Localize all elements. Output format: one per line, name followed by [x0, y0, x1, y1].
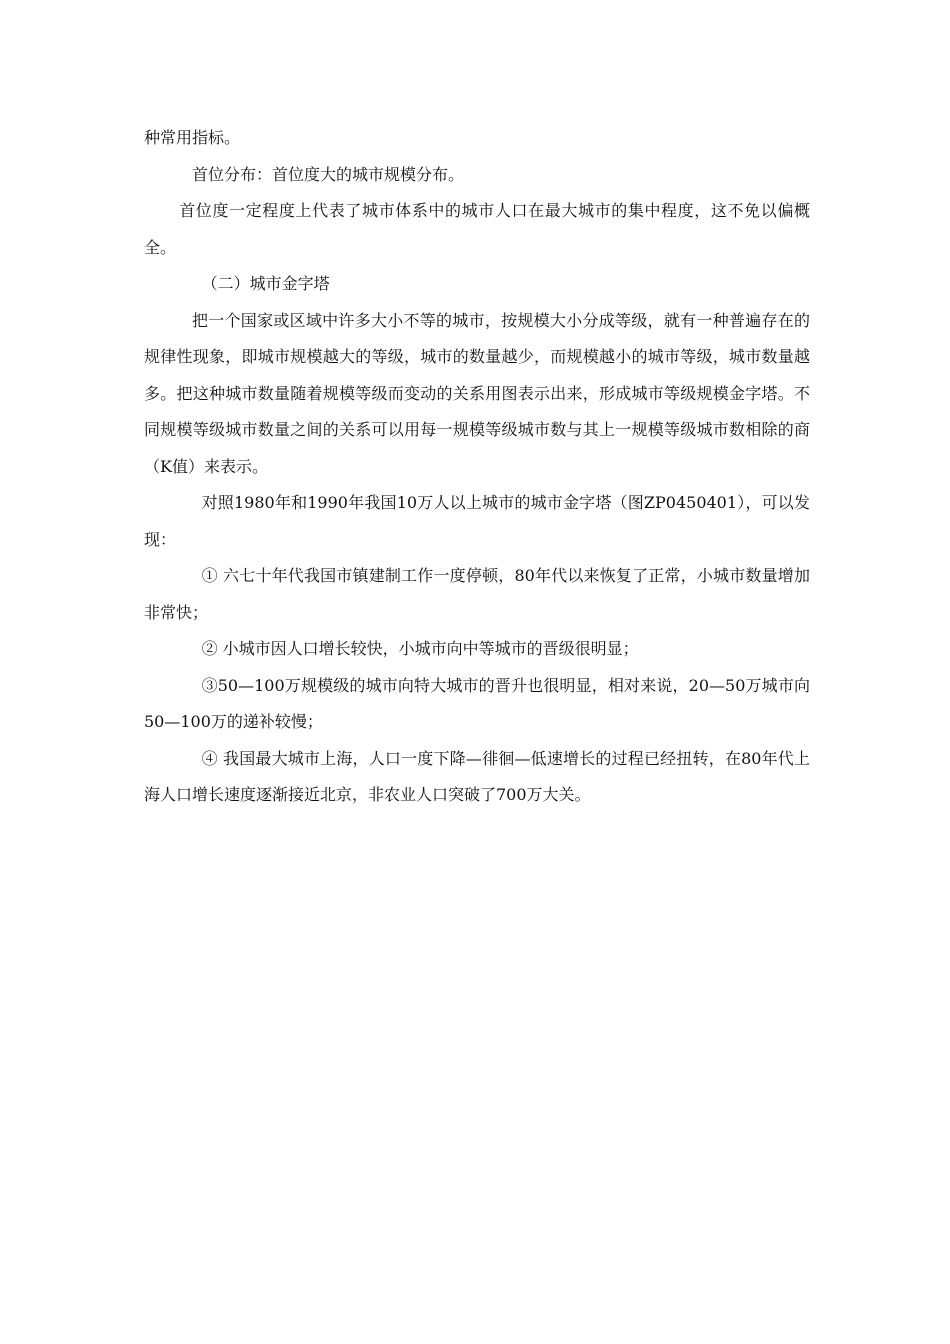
paragraph-primacy-concentration: 首位度一定程度上代表了城市体系中的城市人口在最大城市的集中程度，这不免以偏概全。: [144, 201, 810, 257]
paragraph-primate-distribution: 首位分布：首位度大的城市规模分布。: [192, 164, 465, 184]
list-item-1: ① 六七十年代我国市镇建制工作一度停顿，80年代以来恢复了正常，小城市数量增加非常快；: [144, 566, 810, 622]
paragraph-continued: 种常用指标。: [144, 128, 241, 147]
section-heading-city-pyramid: （二）城市金字塔: [201, 274, 330, 293]
list-item-2: ② 小城市因人口增长较快，小城市向中等城市的晋级很明显；: [201, 639, 639, 658]
paragraph-comparison-intro: 对照1980年和1990年我国10万人以上城市的城市金字塔（图ZP0450401），可以发现：: [144, 493, 810, 549]
list-item-4: ④ 我国最大城市上海，人口一度下降—徘徊—低速增长的过程已经扭转，在80年代上海人口增长速度逐渐接近北京，非农业人口突破了700万大关。: [144, 748, 810, 804]
document-body: [144, 120, 810, 814]
paragraph-pyramid-definition: 把一个国家或区域中许多大小不等的城市，按规模大小分成等级，就有一种普遍存在的规律性现象，即城市规模越大的等级，城市的数量越少，而规模越小的城市等级，城市数量越多。把这种城市数量随着规模等级而变动的关系用图表示出来，形成城市等级规模金字塔。不同规模等级城市数量之间的关系可以用每一规模等级城市数与其上一规模等级城市数相除的商（K值）来表示。: [144, 310, 810, 476]
list-item-3: ③50—100万规模级的城市向特大城市的晋升也很明显，相对来说，20—50万城市向50—100万的递补较慢；: [144, 675, 810, 731]
